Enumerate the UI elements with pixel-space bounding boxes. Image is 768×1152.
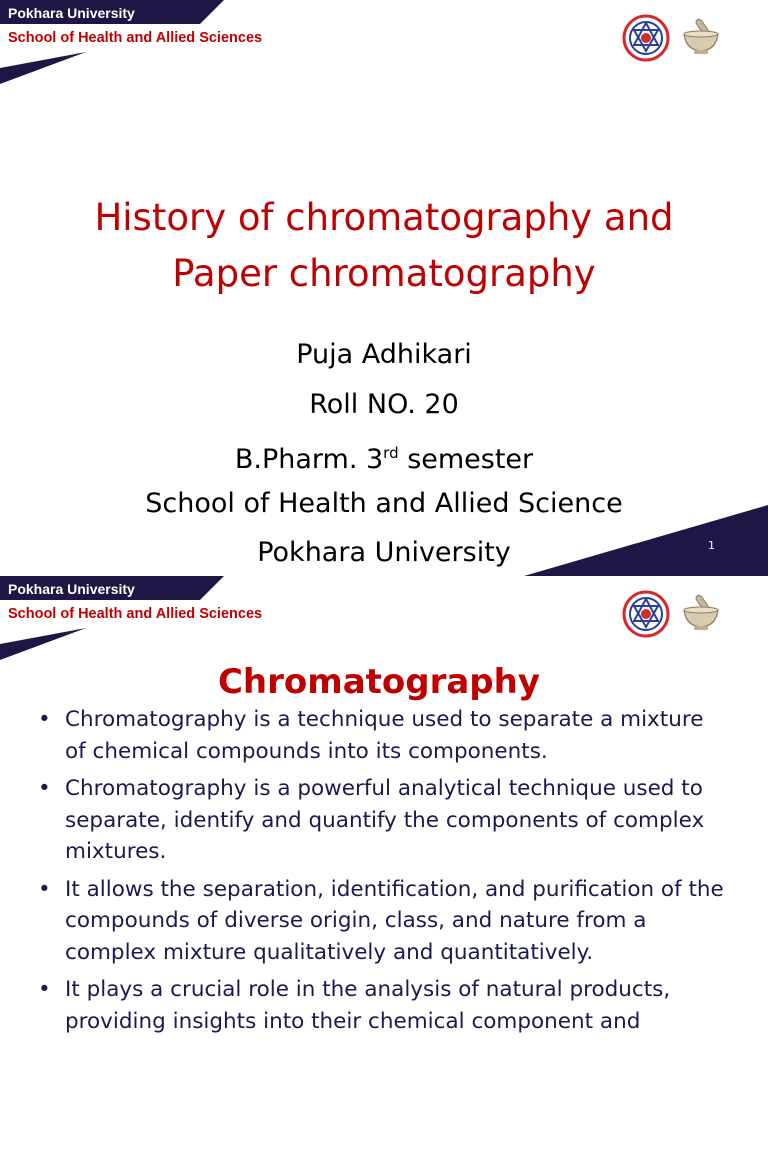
slide-title: Chromatography xyxy=(217,662,541,702)
slide-number: 1 xyxy=(708,539,715,552)
program-ordinal-suffix: rd xyxy=(383,444,399,462)
bullet-list xyxy=(38,704,728,1043)
slide-title xyxy=(0,190,768,302)
bullet-text: It plays a crucial role in the analysis of natural products, providing insights into their chemical component and xyxy=(65,977,671,1034)
header-university-name: Pokhara University xyxy=(8,5,135,21)
school-name: School of Health and Allied Science xyxy=(145,487,623,519)
header-navy-wedge xyxy=(0,52,86,84)
roll-number: Roll NO. 20 xyxy=(309,388,459,420)
bullet-item xyxy=(38,773,728,868)
bullet-text: Chromatography is a technique used to separate a mixture of chemical compounds into its components. xyxy=(65,707,704,764)
header-school-name: School of Health and Allied Sciences xyxy=(8,30,263,46)
bullet-marker: • xyxy=(38,876,51,902)
program-suffix: semester xyxy=(398,444,534,475)
bullet-marker: • xyxy=(38,977,51,1002)
slide-title-line-1: History of chromatography and xyxy=(94,196,674,239)
bullet-text: Chromatography is a powerful analytical technique used to separate, identify and quantify the components of complex mixtures. xyxy=(65,776,705,864)
header-navy-wedge xyxy=(0,628,86,660)
bullet-item xyxy=(38,704,728,767)
bullet-text: It allows the separation, identification, and purification of the compounds of diverse origin, class, and nature from a complex mixture qualitatively and quantitatively. xyxy=(65,876,724,965)
mortar-pestle-logo xyxy=(680,16,722,56)
slide-title-line-2: Paper chromatography xyxy=(172,252,596,295)
program-semester xyxy=(0,429,768,479)
university-seal-logo xyxy=(622,590,670,638)
university-seal-logo xyxy=(622,14,670,62)
mortar-pestle-logo xyxy=(680,592,722,632)
presenter-info xyxy=(0,330,768,576)
bullet-marker: • xyxy=(38,776,51,801)
program-prefix: B.Pharm. 3 xyxy=(234,444,384,475)
bullet-marker: • xyxy=(38,707,51,732)
author-name: Puja Adhikari xyxy=(296,339,472,370)
header-university-name: Pokhara University xyxy=(8,581,135,597)
university-name: Pokhara University xyxy=(257,537,511,568)
slide-2 xyxy=(0,576,768,1152)
header-school-name: School of Health and Allied Sciences xyxy=(8,606,263,622)
bullet-item xyxy=(38,974,728,1037)
bullet-item xyxy=(38,874,728,969)
